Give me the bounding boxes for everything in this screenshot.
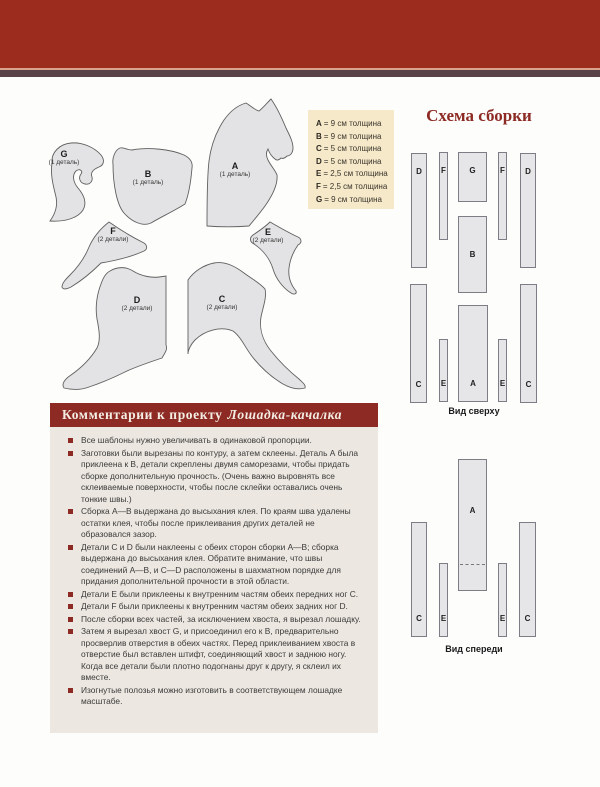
bar-letter: F: [500, 166, 505, 175]
bar-letter: D: [416, 167, 422, 176]
pattern-piece-a: [207, 99, 293, 227]
topview-bar-e-right: [498, 339, 507, 402]
legend-item: [316, 181, 390, 194]
bar-letter: G: [469, 166, 476, 175]
comments-header: [50, 403, 378, 427]
front-view-caption: Вид спереди: [445, 644, 503, 654]
frontview-bar-e-left: [439, 563, 448, 637]
frontview-bar-c-left: [411, 522, 427, 637]
legend-text: = 2,5 см толщина: [323, 169, 388, 179]
piece-count: (2 детали): [252, 237, 284, 244]
legend-text: = 2,5 см толщина: [322, 181, 388, 191]
comments-title-project: Лошадка-качалка: [227, 407, 343, 422]
piece-count: (1 деталь): [132, 179, 164, 186]
topview-bar-e-left: [439, 339, 448, 402]
legend-text: = 9 см толщина: [323, 119, 382, 128]
piece-letter: E: [264, 227, 271, 237]
piece-letter: G: [60, 149, 68, 159]
thickness-legend: [308, 110, 394, 209]
comment-item: Затем я вырезал хвост G, и присоединил его к В, предварительно просверлив отверстия в обеих частях. Перед приклеиванием хвоста в отверстие был вставлен штифт, соединяющий хвост и заднюю ногу. Когда все детали были плотно подогнаны друг к другу, я склеил их вместе.: [68, 626, 366, 684]
bar-letter: C: [525, 380, 532, 389]
piece-letter: F: [110, 226, 116, 236]
legend-item: [316, 131, 390, 144]
comments-body: [50, 427, 378, 733]
pattern-piece-d: [63, 268, 167, 390]
bar-letter: D: [525, 167, 531, 176]
piece-count: (2 детали): [121, 305, 153, 312]
piece-letter: A: [231, 161, 239, 171]
piece-letter: D: [133, 295, 141, 305]
top-view-caption: Вид сверху: [448, 406, 500, 416]
legend-text: = 9 см толщина: [323, 131, 382, 141]
fold-dash-line: [460, 564, 485, 565]
comment-item: Изогнутые полозья можно изготовить в соответствующем лошадке масштабе.: [68, 685, 366, 708]
comment-item: Все шаблоны нужно увеличивать в одинаковой пропорции.: [68, 435, 366, 447]
piece-count: (2 детали): [97, 236, 129, 243]
frontview-bar-e-right: [498, 563, 507, 637]
bar-letter: E: [499, 379, 506, 388]
comment-item: Заготовки были вырезаны по контуру, а затем склеены. Деталь А была приклеена к В, детали скреплены двумя саморезами, чтобы придать сборке дополнительную прочность. (Очень важно выровнять все склеиваемые поверхности, чтобы после склейки оставались очень тонкие швы.): [68, 448, 366, 506]
pattern-piece-g: [50, 143, 103, 221]
topview-bar-f-right: [498, 152, 507, 240]
comments-title: [62, 407, 342, 423]
piece-count: (2 детали): [206, 304, 238, 311]
topview-bar-d-left: [411, 153, 427, 268]
bar-letter: A: [469, 506, 476, 515]
topview-bar-b: [458, 216, 487, 293]
pattern-piece-b: [113, 148, 192, 224]
legend-item: [316, 143, 390, 156]
legend-letter: C: [316, 144, 322, 154]
frontview-bar-c-right: [519, 522, 536, 637]
bar-letter: E: [499, 614, 506, 623]
piece-letter: B: [144, 169, 152, 179]
comment-item: Детали F были приклеены к внутренним частям обеих задних ног D.: [68, 601, 366, 613]
legend-item: [316, 168, 390, 181]
top-dark-strip: [0, 70, 600, 77]
frontview-bar-a: [458, 459, 487, 591]
piece-count: (1 деталь): [219, 171, 251, 178]
comment-item: Детали C и D были наклеены с обеих сторон сборки А—В; сборка выдержана до высыхания клея. Обратите внимание, что швы соединений А—В, и С—D расположены в шахматном порядке для придания дополнительной прочности в этой области.: [68, 542, 366, 588]
legend-text: = 5 см толщина: [323, 144, 382, 154]
bar-letter: A: [470, 379, 476, 388]
legend-letter: F: [316, 181, 321, 191]
pattern-pieces-svg: [0, 95, 323, 395]
legend-letter: G: [316, 194, 323, 204]
topview-bar-d-right: [520, 153, 536, 268]
legend-text: = 5 см толщина: [323, 156, 382, 166]
topview-bar-c-right: [520, 284, 537, 403]
bar-letter: C: [524, 614, 531, 623]
bar-letter: C: [416, 614, 422, 623]
comments-list: [68, 435, 366, 708]
assembly-title: Схема сборки: [426, 106, 532, 125]
topview-bar-g: [458, 152, 487, 202]
legend-item: [316, 194, 390, 207]
topview-bar-f-left: [439, 152, 448, 240]
bar-letter: C: [415, 380, 422, 389]
piece-count: (1 деталь): [48, 159, 80, 166]
topview-bar-a: [458, 305, 488, 402]
comments-title-prefix: Комментарии к проекту: [62, 407, 223, 422]
legend-letter: D: [316, 156, 322, 166]
bar-letter: B: [469, 250, 476, 259]
bar-letter: E: [440, 614, 447, 623]
comment-item: После сборки всех частей, за исключением хвоста, я вырезал лошадку.: [68, 614, 366, 626]
topview-bar-c-left: [410, 284, 427, 403]
legend-text: = 9 см толщина: [324, 194, 382, 204]
bar-letter: E: [440, 379, 447, 388]
top-red-band: [0, 0, 600, 68]
legend-item: [316, 118, 390, 131]
comment-item: Детали Е были приклеены к внутренним частям обеих передних ног С.: [68, 589, 366, 601]
piece-letter: C: [218, 294, 226, 304]
bar-letter: F: [441, 166, 446, 175]
comment-item: Сборка А—В выдержана до высыхания клея. По краям шва удалены остатки клея, чтобы после приклеивания других деталей не образовался зазор.: [68, 506, 366, 541]
legend-letter: E: [316, 169, 322, 179]
legend-letter: B: [316, 131, 322, 141]
legend-letter: A: [316, 119, 322, 128]
legend-item: [316, 156, 390, 169]
